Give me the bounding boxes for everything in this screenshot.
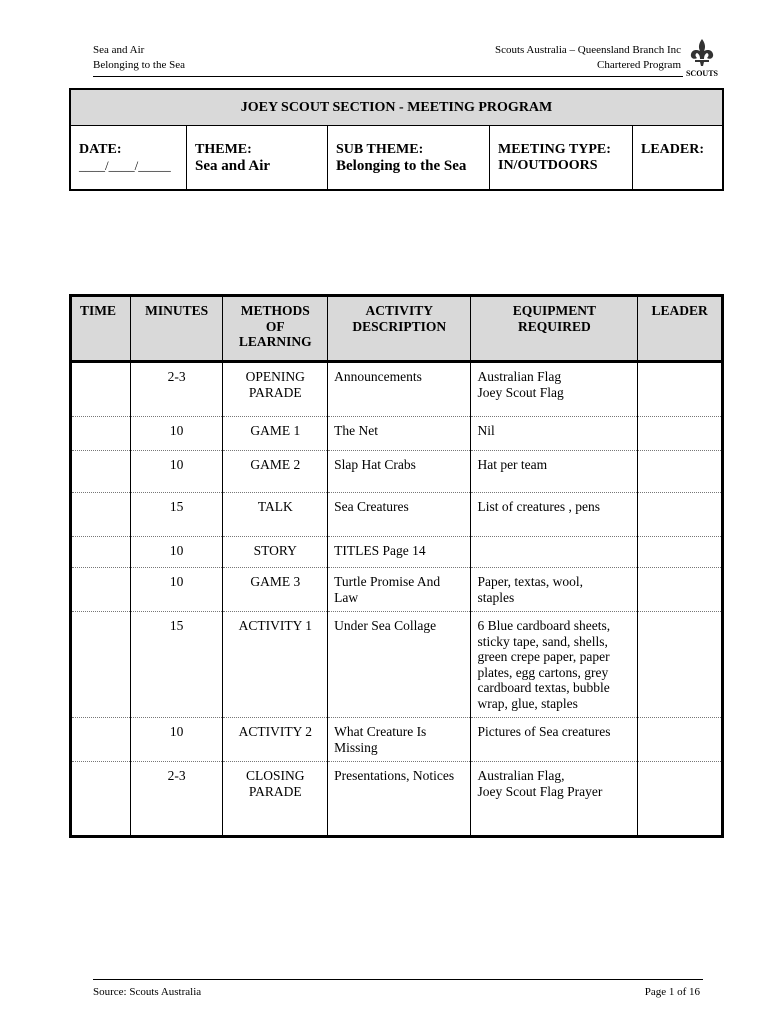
cell-minutes: 15 (130, 493, 223, 537)
header-subtheme: Belonging to the Sea (93, 59, 185, 71)
cell-time (71, 568, 131, 612)
cell-minutes: 10 (130, 568, 223, 612)
cell-activity: Presentations, Notices (328, 762, 471, 837)
svg-text:SCOUTS: SCOUTS (685, 69, 719, 78)
table-header-row (71, 296, 723, 362)
cell-equipment: Pictures of Sea creatures (471, 718, 638, 762)
cell-time (71, 537, 131, 568)
header-organisation: Scouts Australia – Queensland Branch Inc (494, 44, 681, 56)
cell-minutes: 2-3 (130, 362, 223, 417)
cell-time (71, 612, 131, 718)
meeting-type-cell (490, 126, 633, 189)
subtheme-label: SUB THEME: (336, 142, 424, 157)
cell-activity: Slap Hat Crabs (328, 451, 471, 493)
cell-equipment: Australian Flag, Joey Scout Flag Prayer (471, 762, 638, 837)
cell-leader (638, 362, 723, 417)
cell-method: OPENING PARADE (223, 362, 328, 417)
cell-minutes: 10 (130, 537, 223, 568)
leader-cell (633, 126, 722, 189)
col-header-minutes: MINUTES (130, 296, 223, 362)
header-left (93, 43, 185, 73)
cell-method: GAME 3 (223, 568, 328, 612)
table-row (71, 612, 723, 718)
cell-method: ACTIVITY 2 (223, 718, 328, 762)
header-program-type: Chartered Program (597, 59, 681, 71)
cell-activity: The Net (328, 417, 471, 451)
col-header-leader: LEADER (638, 296, 723, 362)
cell-time (71, 417, 131, 451)
cell-leader (638, 417, 723, 451)
cell-minutes: 10 (130, 417, 223, 451)
subtheme-cell (328, 126, 490, 189)
table-row (71, 762, 723, 837)
table-row (71, 362, 723, 417)
subtheme-value: Belonging to the Sea (336, 158, 467, 174)
cell-equipment: Nil (471, 417, 638, 451)
leader-label: LEADER: (641, 142, 705, 157)
footer-rule (93, 979, 703, 980)
col-header-methods: METHODS OF LEARNING (223, 296, 328, 362)
cell-activity: What Creature Is Missing (328, 718, 471, 762)
cell-time (71, 493, 131, 537)
col-header-equipment: EQUIPMENT REQUIRED (471, 296, 638, 362)
col-header-time: TIME (71, 296, 131, 362)
cell-minutes: 15 (130, 612, 223, 718)
program-table (69, 294, 724, 838)
cell-equipment: Australian Flag Joey Scout Flag (471, 362, 638, 417)
cell-equipment: Paper, textas, wool, staples (471, 568, 638, 612)
date-cell (71, 126, 187, 189)
cell-activity: Announcements (328, 362, 471, 417)
header-rule (93, 76, 683, 77)
cell-leader (638, 718, 723, 762)
col-header-activity: ACTIVITY DESCRIPTION (328, 296, 471, 362)
cell-leader (638, 493, 723, 537)
cell-leader (638, 612, 723, 718)
cell-method: CLOSING PARADE (223, 762, 328, 837)
meeting-type-label: MEETING TYPE: (498, 142, 611, 157)
table-row (71, 417, 723, 451)
theme-cell (187, 126, 328, 189)
footer-page-number: Page 1 of 16 (644, 986, 700, 998)
cell-minutes: 10 (130, 718, 223, 762)
cell-time (71, 362, 131, 417)
cell-leader (638, 762, 723, 837)
cell-method: GAME 2 (223, 451, 328, 493)
cell-equipment: List of creatures , pens (471, 493, 638, 537)
date-label: DATE: (79, 142, 122, 157)
cell-method: STORY (223, 537, 328, 568)
header-theme: Sea and Air (93, 44, 145, 56)
cell-time (71, 762, 131, 837)
table-row (71, 718, 723, 762)
theme-label: THEME: (195, 142, 252, 157)
cell-time (71, 718, 131, 762)
program-info-row (71, 126, 722, 189)
cell-method: ACTIVITY 1 (223, 612, 328, 718)
cell-minutes: 2-3 (130, 762, 223, 837)
header-right (495, 43, 681, 73)
cell-activity: Sea Creatures (328, 493, 471, 537)
cell-method: TALK (223, 493, 328, 537)
cell-activity: TITLES Page 14 (328, 537, 471, 568)
table-row (71, 568, 723, 612)
cell-minutes: 10 (130, 451, 223, 493)
cell-equipment: Hat per team (471, 451, 638, 493)
program-title: JOEY SCOUT SECTION - MEETING PROGRAM (71, 90, 722, 126)
cell-method: GAME 1 (223, 417, 328, 451)
program-info-box (69, 88, 724, 191)
cell-leader (638, 568, 723, 612)
cell-activity: Under Sea Collage (328, 612, 471, 718)
table-row (71, 537, 723, 568)
cell-equipment: 6 Blue cardboard sheets, sticky tape, sand, shells, green crepe paper, paper plates, egg cartons, grey cardboard textas, bubble wrap, glue, staples (471, 612, 638, 718)
cell-equipment (471, 537, 638, 568)
meeting-type-value: IN/OUTDOORS (498, 158, 598, 173)
cell-time (71, 451, 131, 493)
scouts-logo-icon (683, 37, 721, 79)
table-row (71, 451, 723, 493)
cell-activity: Turtle Promise And Law (328, 568, 471, 612)
date-value: ____/____/_____ (79, 158, 171, 173)
theme-value: Sea and Air (195, 158, 271, 174)
cell-leader (638, 537, 723, 568)
table-row (71, 493, 723, 537)
cell-leader (638, 451, 723, 493)
footer-source: Source: Scouts Australia (93, 986, 202, 998)
